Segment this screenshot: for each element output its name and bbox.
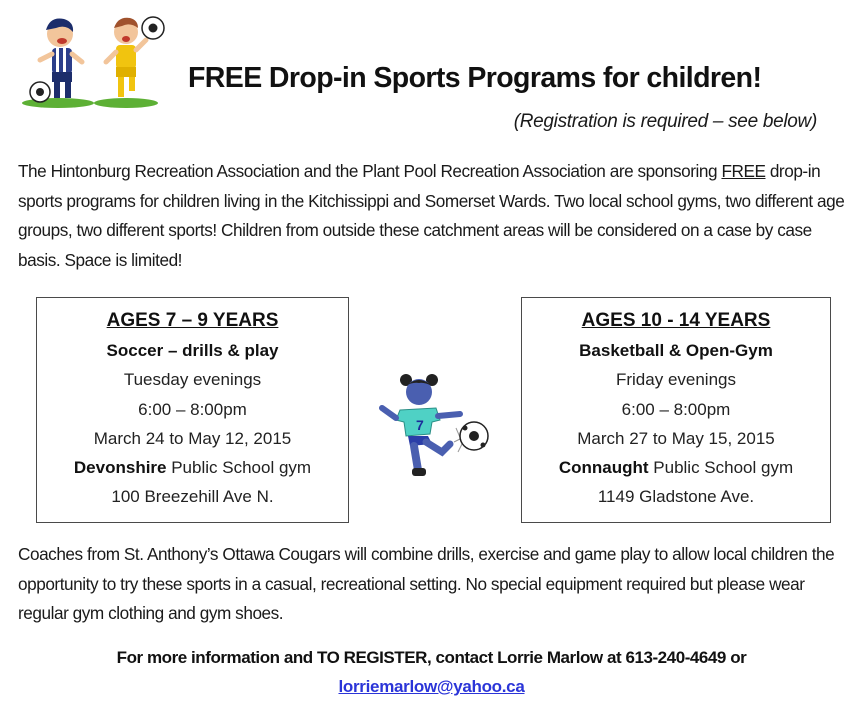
email-link[interactable]: lorriemarlow@yahoo.ca (338, 677, 525, 696)
program-box-ages-10-14 (521, 297, 831, 523)
school-label (37, 453, 348, 482)
free-emphasis: FREE (721, 161, 766, 181)
dates-label: March 27 to May 15, 2015 (577, 428, 775, 448)
intro-paragraph (18, 157, 848, 275)
registration-note: (Registration is required – see below) (513, 111, 817, 132)
program-box-ages-7-9 (36, 297, 349, 523)
address-label: 1149 Gladstone Ave. (597, 487, 755, 507)
time-label: 6:00 – 8:00pm (621, 399, 731, 419)
intro-text-start: The Hintonburg Recreation Association and the Plant Pool Recreation Association are sponsoring (18, 161, 722, 181)
school-suffix: Public School gym (166, 458, 312, 478)
sport-label: Basketball & Open-Gym (579, 341, 773, 360)
contact-info: For more information and TO REGISTER, contact Lorrie Marlow at 613-240-4649 or (116, 648, 747, 667)
time-label: 6:00 – 8:00pm (138, 399, 247, 419)
address-label: 100 Breezehill Ave N. (111, 487, 274, 507)
soccer-girl-kicking-ball-icon (374, 370, 494, 482)
day-label: Friday evenings (615, 370, 736, 390)
school-label (522, 453, 830, 482)
school-name: Connaught (558, 458, 649, 478)
day-label: Tuesday evenings (123, 370, 262, 390)
age-group-heading: AGES 10 - 14 YEARS (581, 310, 771, 331)
coaches-paragraph: Coaches from St. Anthony’s Ottawa Cougars will combine drills, exercise and game play to allow local children the opportunity to try these sports in a casual, recreational setting. No special equipment required but please wear regular gym clothing and gym shoes. (18, 544, 835, 623)
svg-text:7: 7 (416, 417, 424, 433)
sport-label: Soccer – drills & play (106, 341, 279, 360)
soccer-boys-illustration-icon (18, 10, 168, 110)
school-suffix: Public School gym (648, 458, 794, 478)
intro-text-end: drop-in sports programs for children living in the Kitchissippi and Somerset Wards. Two local school gyms, two different age groups, two different sports! Children from outside these catchment areas will be considered on a case by case basis. Space is limited! (18, 161, 845, 270)
page-title: FREE Drop-in Sports Programs for children! (188, 62, 762, 94)
school-name: Devonshire (73, 458, 167, 478)
age-group-heading: AGES 7 – 9 YEARS (106, 310, 279, 331)
dates-label: March 24 to May 12, 2015 (93, 428, 292, 448)
email-line (0, 677, 863, 697)
